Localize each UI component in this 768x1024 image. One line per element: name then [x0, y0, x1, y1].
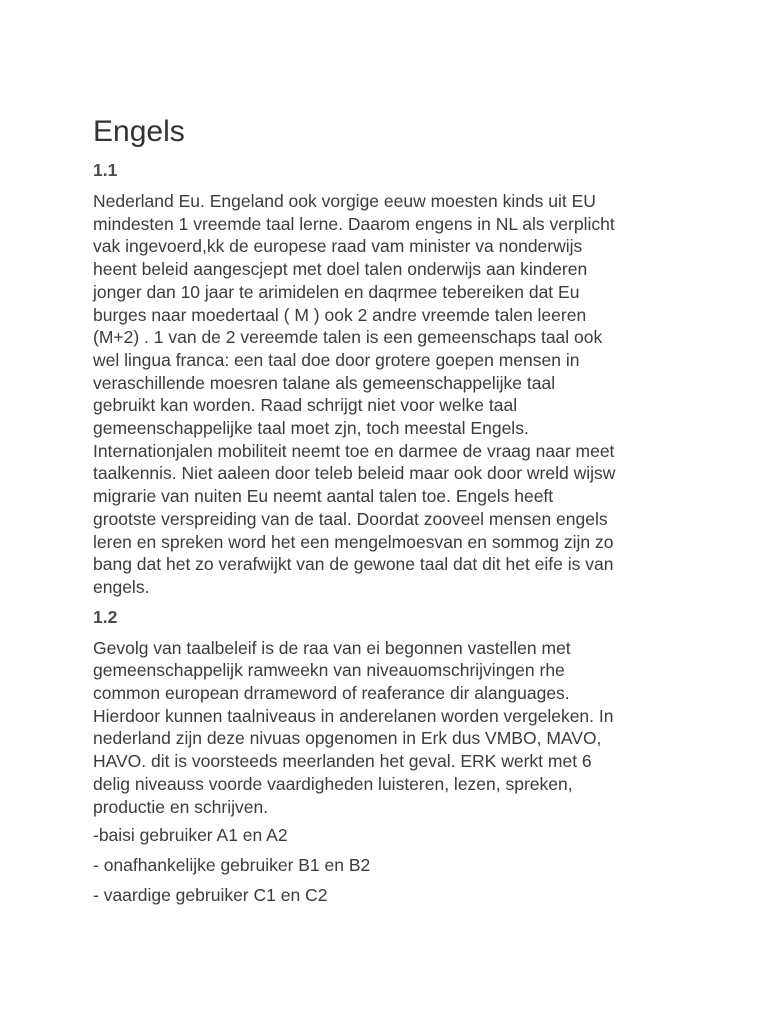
paragraph-line: jonger dan 10 jaar te arimidelen en daqrmee tebereiken dat Eu [93, 281, 580, 302]
paragraph-line: gemeenschappelijk ramweekn van niveauomschrijvingen rhe [93, 660, 565, 681]
paragraph-line: HAVO. dit is voorsteeds meerlanden het geval. ERK werkt met 6 [93, 751, 592, 772]
paragraph-line: Gevolg van taalbeleif is de raa van ei begonnen vastellen met [93, 637, 571, 658]
document-page [93, 112, 693, 913]
paragraph-line: gemeenschappelijke taal moet zjn, toch meestal Engels. [93, 418, 529, 439]
paragraph-line: delig niveauss voorde vaardigheden luisteren, lezen, spreken, [93, 773, 573, 794]
list-item-independent-user: - onafhankelijke gebruiker B1 en B2 [93, 854, 371, 875]
section-heading-1-1: 1.1 [93, 160, 118, 180]
paragraph-line: bang dat het zo verafwijkt van de gewone taal dat dit het eife is van [93, 554, 614, 575]
paragraph-line: Nederland Eu. Engeland ook vorgige eeuw moesten kinds uit EU [93, 191, 596, 211]
paragraph-line: burges naar moedertaal ( M ) ook 2 andre vreemde talen leeren [93, 304, 587, 325]
paragraph-line: taalkennis. Niet aaleen door teleb beleid maar ook door wreld wijsw [93, 463, 616, 484]
list-item-basic-user: -baisi gebruiker A1 en A2 [93, 825, 288, 846]
section-1-2-paragraph [93, 637, 693, 819]
paragraph-line: nederland zijn deze nivuas opgenomen in Erk dus VMBO, MAVO, [93, 728, 602, 749]
paragraph-line: gebruikt kan worden. Raad schrijgt niet voor welke taal [93, 395, 518, 416]
paragraph-line: (M+2) . 1 van de 2 vereemde talen is een gemeenschaps taal ook [93, 327, 603, 348]
paragraph-line: Hierdoor kunnen taalniveaus in anderelanen worden vergeleken. In [93, 705, 614, 726]
paragraph-line: vak ingevoerd,kk de europese raad vam minister va nonderwijs [93, 236, 583, 257]
paragraph-line: heent beleid aangescjept met doel talen onderwijs aan kinderen [93, 259, 588, 280]
document-title: Engels [93, 115, 185, 148]
paragraph-line: productie en schrijven. [93, 796, 269, 817]
paragraph-line: migrarie van nuiten Eu neemt aantal talen toe. Engels heeft [93, 486, 554, 507]
list-item-proficient-user: - vaardige gebruiker C1 en C2 [93, 884, 328, 905]
section-1-1-paragraph [93, 190, 693, 599]
paragraph-line: veraschillende moesren talane als gemeenschappelijke taal [93, 372, 556, 393]
paragraph-line: mindesten 1 vreemde taal lerne. Daarom engens in NL als verplicht [93, 213, 615, 234]
paragraph-line: leren en spreken word het een mengelmoesvan en sommog zijn zo [93, 531, 614, 552]
paragraph-line: wel lingua franca: een taal doe door grotere goepen mensen in [93, 349, 580, 370]
section-heading-1-2: 1.2 [93, 606, 118, 627]
paragraph-line: grootste verspreiding van de taal. Doordat zooveel mensen engels [93, 508, 608, 529]
paragraph-line: engels. [93, 576, 150, 597]
paragraph-line: common european drrameword of reaferance dir alanguages. [93, 683, 570, 704]
paragraph-line: Internationjalen mobiliteit neemt toe en darmee de vraag naar meet [93, 440, 615, 461]
